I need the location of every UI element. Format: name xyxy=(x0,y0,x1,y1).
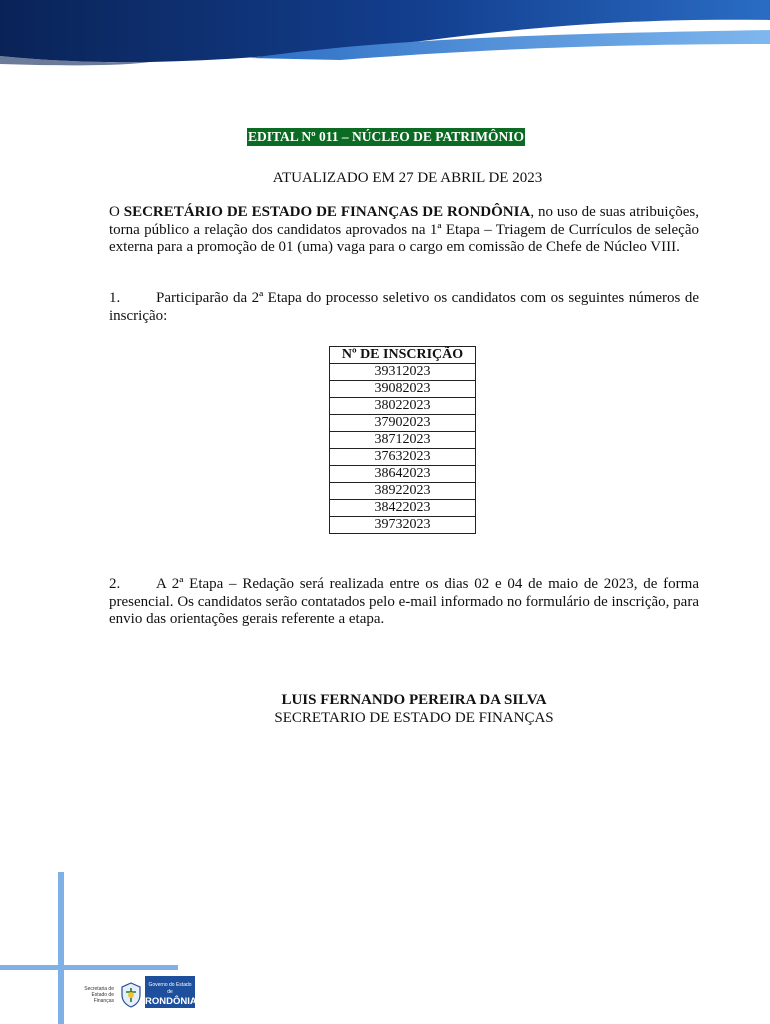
item-2-text: A 2ª Etapa – Redação será realizada entre os dias 02 e 04 de maio de 2023, de forma presencial. Os candidatos serão contatados pelo e-mail informado no formulário de inscrição, para envio das orientações gerais referente a etapa. xyxy=(109,576,699,627)
table-cell: 38642023 xyxy=(330,466,476,483)
table-row xyxy=(330,449,476,466)
state-coat-of-arms-icon xyxy=(120,982,142,1008)
table-row xyxy=(330,483,476,500)
item-1-text: Participarão da 2ª Etapa do processo seletivo os candidatos com os seguintes números de inscrição: xyxy=(109,290,699,324)
table-row xyxy=(330,415,476,432)
table-cell: 38922023 xyxy=(330,483,476,500)
table-cell: 38712023 xyxy=(330,432,476,449)
table-cell: 39732023 xyxy=(330,517,476,534)
intro-lead: O xyxy=(109,204,124,220)
rondonia-logo-main: RONDÔNIA xyxy=(145,996,197,1007)
table-row xyxy=(330,381,476,398)
table-row xyxy=(330,466,476,483)
table-cell: 38022023 xyxy=(330,398,476,415)
item-1-number: 1. xyxy=(109,290,121,306)
table-cell: 38422023 xyxy=(330,500,476,517)
table-cell: 37632023 xyxy=(330,449,476,466)
document-title: EDITAL Nº 011 – NÚCLEO DE PATRIMÔNIO xyxy=(248,129,524,144)
footer-vertical-line xyxy=(58,872,64,1024)
table-row xyxy=(330,398,476,415)
sefin-logo xyxy=(70,986,114,1004)
registration-table xyxy=(329,346,476,534)
item-2 xyxy=(109,576,699,629)
updated-date: ATUALIZADO EM 27 DE ABRIL DE 2023 xyxy=(272,170,543,186)
table-row xyxy=(330,517,476,534)
signature-role: SECRETARIO DE ESTADO DE FINANÇAS xyxy=(274,710,554,726)
signature-name: LUIS FERNANDO PEREIRA DA SILVA xyxy=(281,692,547,708)
table-row xyxy=(330,432,476,449)
sefin-logo-text: Secretaria de Estado de Finanças xyxy=(84,986,114,1004)
table-row xyxy=(330,500,476,517)
table-row xyxy=(330,364,476,381)
rondonia-logo xyxy=(145,976,195,1008)
table-cell: 37902023 xyxy=(330,415,476,432)
footer-horizontal-line xyxy=(0,965,178,970)
intro-bold: SECRETÁRIO DE ESTADO DE FINANÇAS DE RONDÔNIA xyxy=(123,204,531,220)
rondonia-logo-top: Governo do Estado de xyxy=(148,982,192,995)
intro-rest: , no uso de suas atribuições, torna público a relação dos candidatos aprovados na 1ª Etapa – Triagem de Currículos de seleção externa para a promoção de 01 (uma) vaga para o cargo em comissão de Chefe de Núcleo VIII. xyxy=(109,204,699,255)
item-1 xyxy=(109,290,699,325)
table-header: Nº DE INSCRIÇÃO xyxy=(330,347,476,364)
table-cell: 39312023 xyxy=(330,364,476,381)
intro-paragraph xyxy=(109,204,699,257)
header-wave-band xyxy=(0,0,770,70)
item-2-number: 2. xyxy=(109,576,121,592)
table-cell: 39082023 xyxy=(330,381,476,398)
